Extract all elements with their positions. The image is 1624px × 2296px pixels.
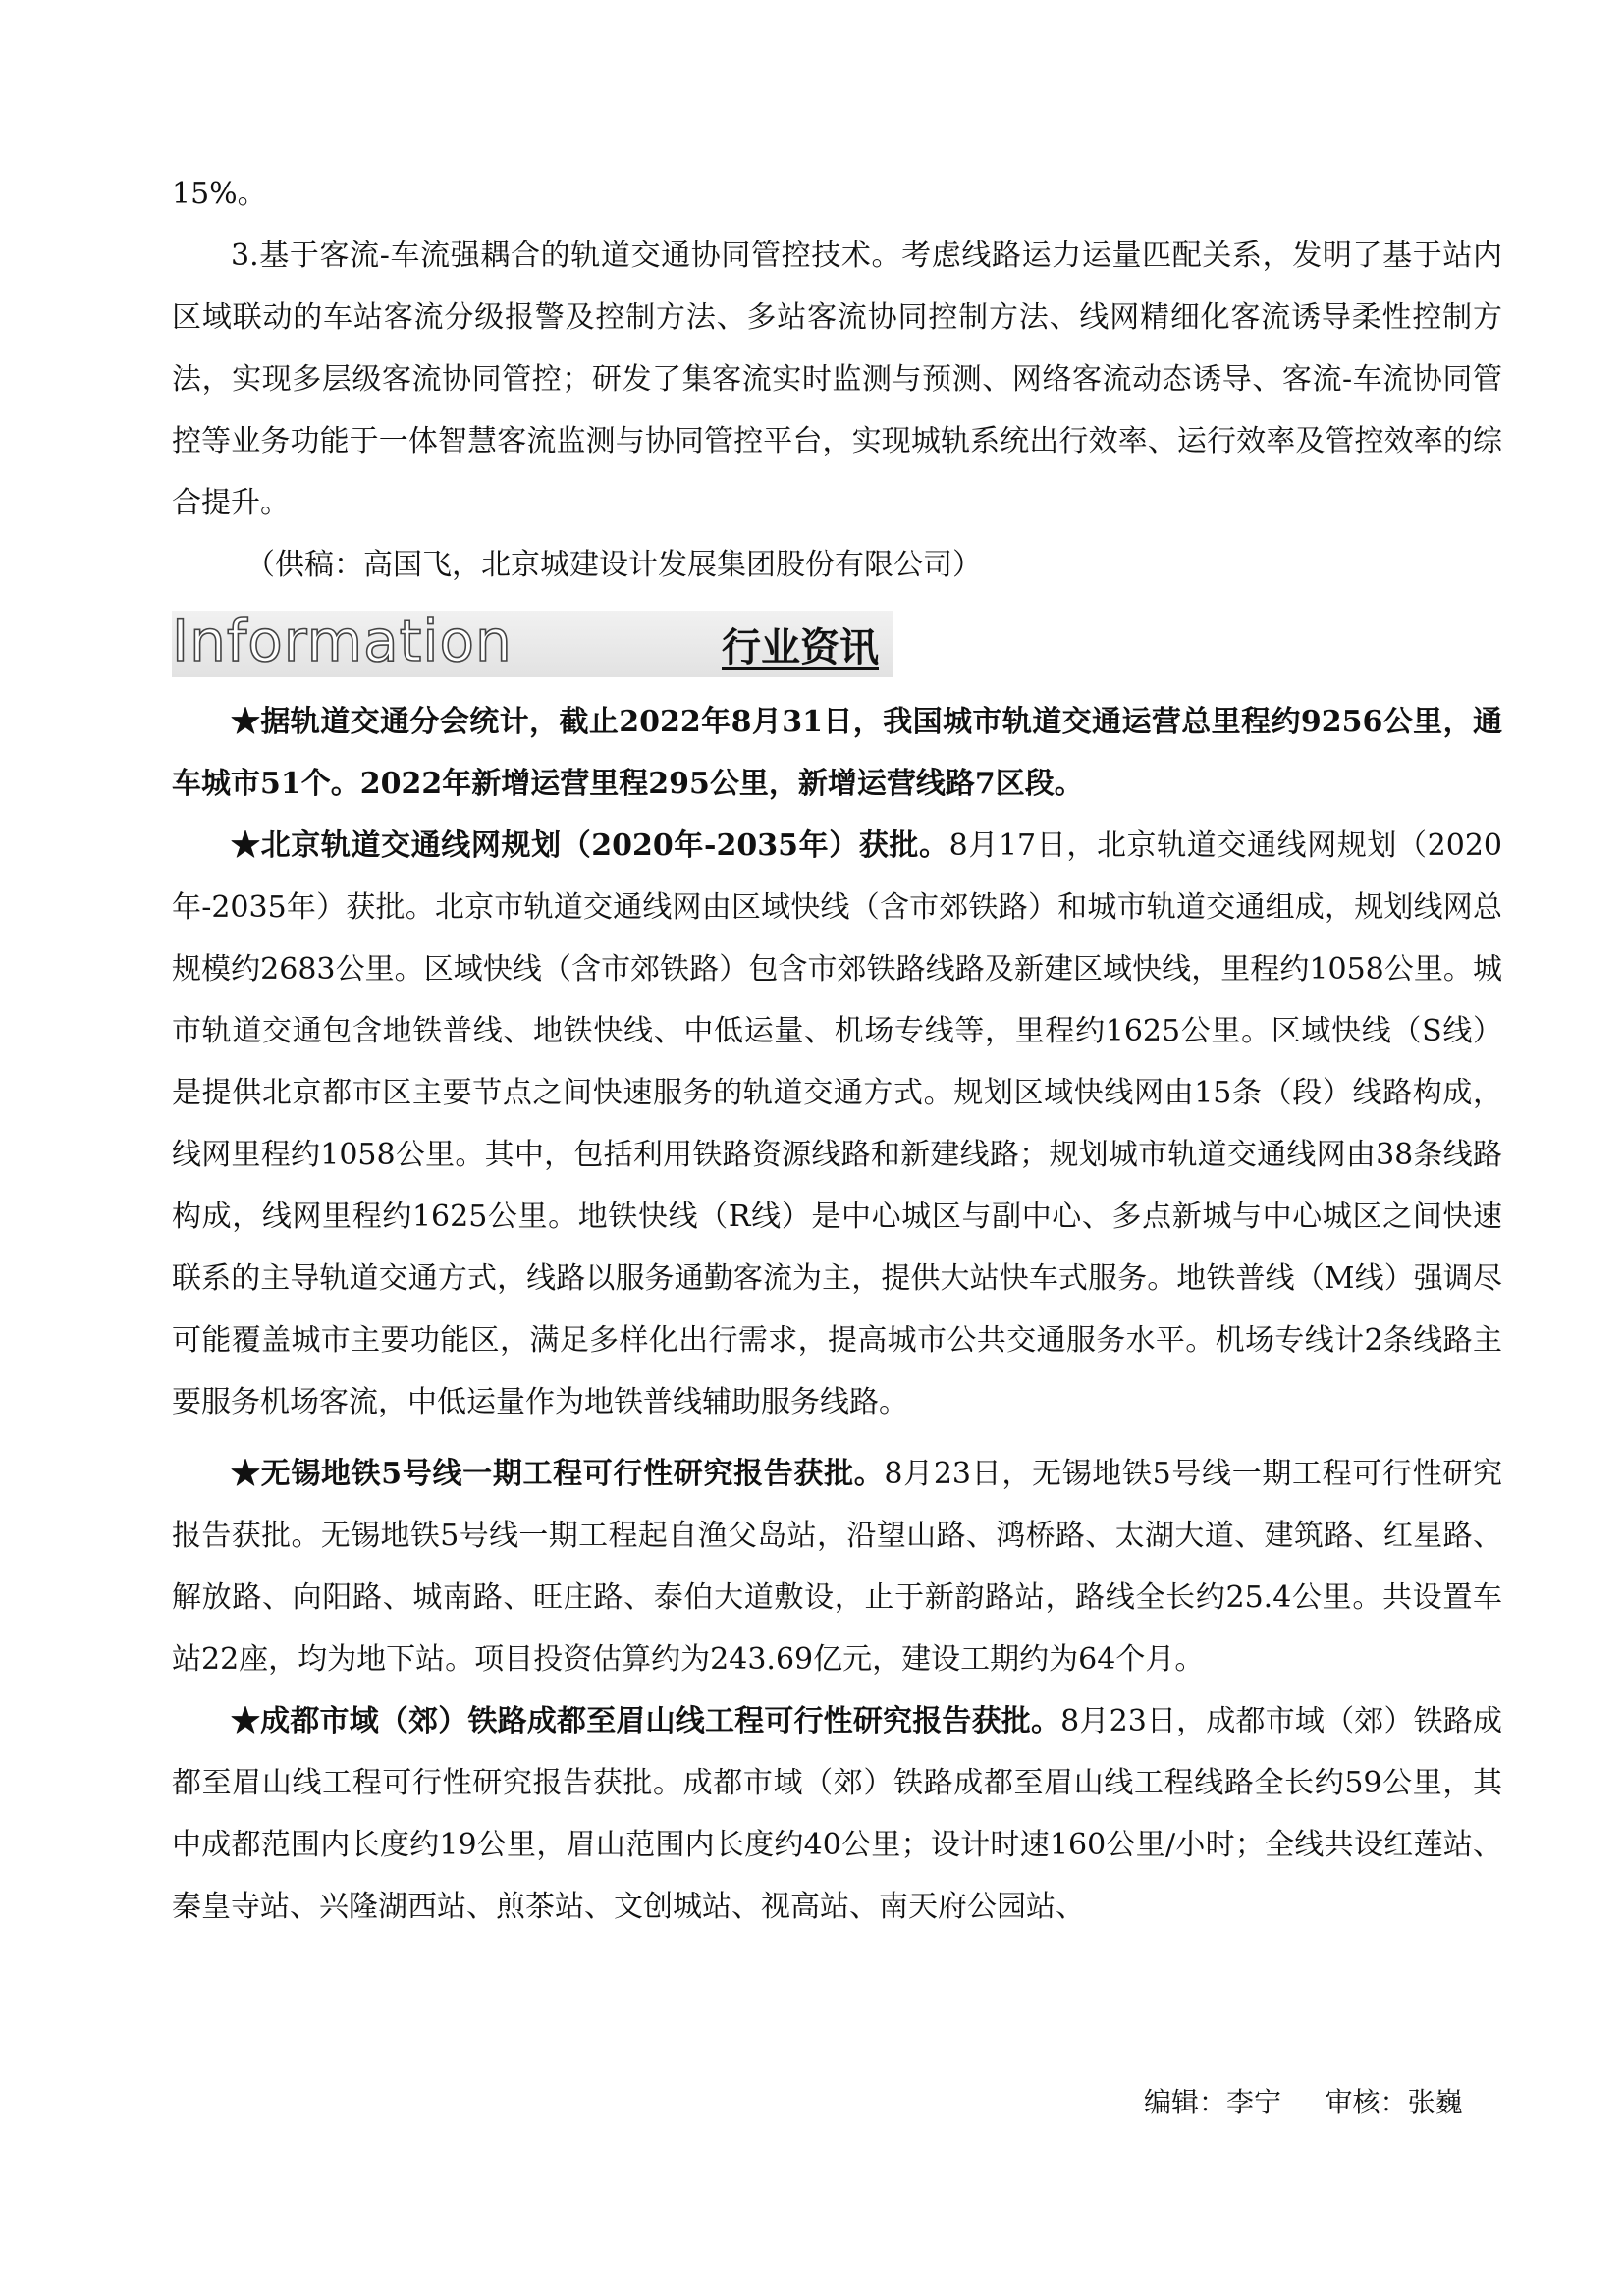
section-banner	[172, 608, 893, 677]
news-body: 8月17日，北京轨道交通线网规划（2020年-2035年）获批。北京市轨道交通线网由区域快线（含市郊铁路）和城市轨道交通组成，规划线网总规模约2683公里。区域快线（含市郊铁路）包含市郊铁路线路及新建区域快线，里程约1058公里。城市轨道交通包含地铁普线、地铁快线、中低运量、机场专线等，里程约1625公里。区域快线（S线）是提供北京都市区主要节点之间快速服务的轨道交通方式。规划区域快线网由15条（段）线路构成，线网里程约1058公里。其中，包括利用铁路资源线路和新建线路；规划城市轨道交通线网由38条线路构成，线网里程约1625公里。地铁快线（R线）是中心城区与副中心、多点新城与中心城区之间快速联系的主导轨道交通方式，线路以服务通勤客流为主，提供大站快车式服务。地铁普线（M线）强调尽可能覆盖城市主要功能区，满足多样化出行需求，提高城市公共交通服务水平。机场专线计2条线路主要服务机场客流，中低运量作为地铁普线辅助服务线路。	[172, 828, 1502, 1419]
news-item-1	[172, 691, 1502, 815]
news-item-2	[172, 815, 1502, 1433]
news-item-4	[172, 1690, 1502, 1938]
editor-label: 编辑：	[1144, 2086, 1227, 2118]
banner-chinese-title: 行业资讯	[722, 624, 879, 670]
news-headline: ★无锡地铁5号线一期工程可行性研究报告获批。	[231, 1457, 885, 1491]
editor-name: 李宁	[1226, 2086, 1282, 2118]
intro-paragraph-3: 3.基于客流-车流强耦合的轨道交通协同管控技术。考虑线路运力运量匹配关系，发明了基于站内区域联动的车站客流分级报警及控制方法、多站客流协同控制方法、线网精细化客流诱导柔性控制方法，实现多层级客流协同管控；研发了集客流实时监测与预测、网络客流动态诱导、客流-车流协同管控等业务功能于一体智慧客流监测与协同管控平台，实现城轨系统出行效率、运行效率及管控效率的综合提升。	[172, 239, 1502, 520]
news-headline: ★北京轨道交通线网规划（2020年-2035年）获批。	[231, 828, 949, 863]
news-headline: ★据轨道交通分会统计，截止2022年8月31日，我国城市轨道交通运营总里程约9256公里，通车城市51个。2022年新增运营里程295公里，新增运营线路7区段。	[172, 705, 1502, 801]
intro-fragment: 15%。	[172, 177, 267, 211]
intro-section	[172, 163, 1502, 596]
reviewer-name: 张巍	[1407, 2086, 1463, 2118]
banner-english-title: Information	[172, 608, 513, 674]
news-body: 8月23日，无锡地铁5号线一期工程可行性研究报告获批。无锡地铁5号线一期工程起自渔父岛站，沿望山路、鸿桥路、太湖大道、建筑路、红星路、解放路、向阳路、城南路、旺庄路、泰伯大道敷设，止于新韵路站，路线全长约25.4公里。共设置车站22座，均为地下站。项目投资估算约为243.69亿元，建设工期约为64个月。	[172, 1457, 1502, 1677]
intro-credit: （供稿：高国飞，北京城建设计发展集团股份有限公司）	[245, 548, 982, 582]
news-body: 8月23日，成都市域（郊）铁路成都至眉山线工程可行性研究报告获批。成都市域（郊）铁路成都至眉山线工程线路全长约59公里，其中成都范围内长度约19公里，眉山范围内长度约40公里；设计时速160公里/小时；全线共设红莲站、秦皇寺站、兴隆湖西站、煎茶站、文创城站、视高站、南天府公园站、	[172, 1704, 1502, 1924]
page-footer	[1144, 2083, 1463, 2122]
news-item-3	[172, 1443, 1502, 1690]
news-headline: ★成都市域（郊）铁路成都至眉山线工程可行性研究报告获批。	[231, 1704, 1061, 1738]
news-list	[172, 691, 1502, 1938]
reviewer-label: 审核：	[1325, 2086, 1408, 2118]
